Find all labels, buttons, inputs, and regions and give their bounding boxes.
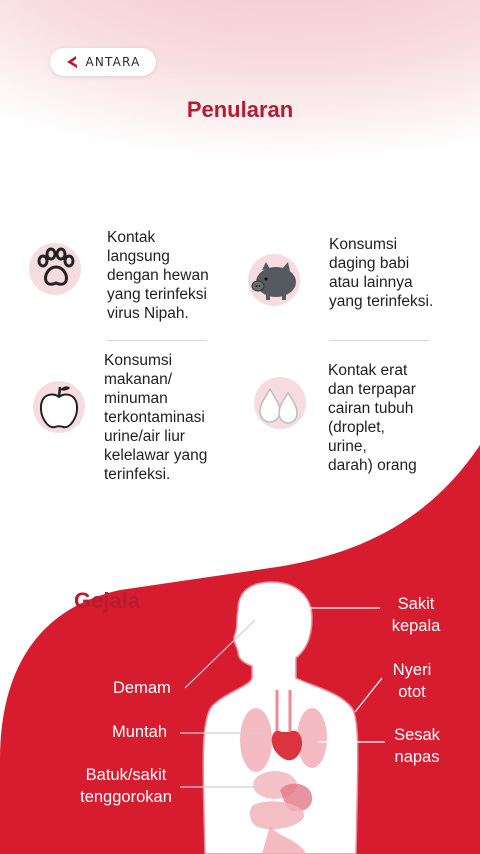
symptom-sakit-kepala: Sakit kepala	[391, 595, 441, 635]
symptom-nyeri-otot: Nyeri otot	[392, 661, 432, 701]
gejala-title: Gejala	[74, 588, 141, 613]
penularan-title: Penularan	[186, 97, 294, 122]
brand-name: ANTARA	[85, 55, 141, 69]
penularan-item-1-text: Kontak langsung dengan hewan yang terinfeksi virus Nipah.	[107, 229, 209, 322]
symptom-muntah: Muntah	[112, 723, 168, 741]
symptom-demam: Demam	[113, 679, 171, 697]
symptom-sesak-napas: Sesak napas	[394, 726, 440, 766]
penularan-item-2-text: Konsumsi daging babi atau lainnya yang terinfeksi.	[329, 236, 434, 310]
penularan-item-3-text: Konsumsi makanan/ minuman terkontaminasi urine/air liur kelelawar yang terinfeksi.	[104, 352, 208, 483]
penularan-item-4-text: Kontak erat dan terpapar cairan tubuh (droplet, urine, darah) orang	[328, 362, 417, 474]
symptom-batuk-sakit-tenggorokan: Batuk/sakit tenggorokan	[80, 766, 172, 806]
